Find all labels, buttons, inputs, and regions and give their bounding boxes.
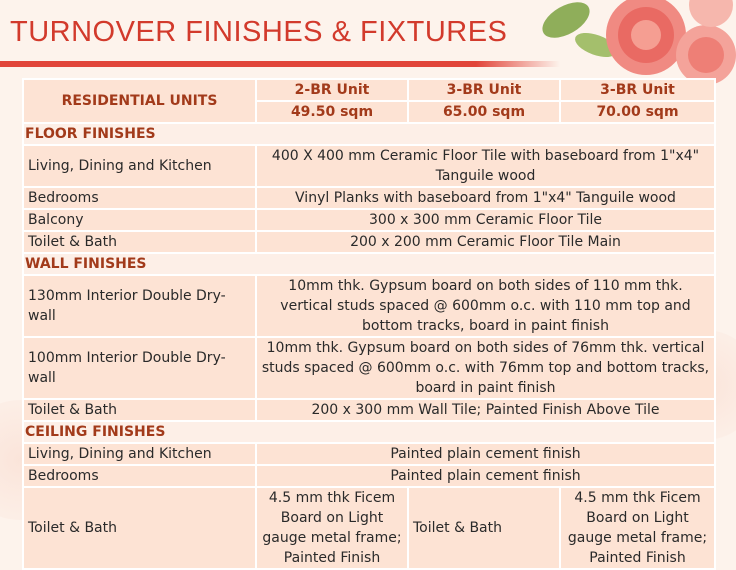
finishes-table	[22, 78, 716, 570]
row-label: Living, Dining and Kitchen	[23, 443, 256, 465]
row-value: 10mm thk. Gypsum board on both sides of 110 mm thk. vertical studs spaced @ 600mm o.c. with 110 mm top and bottom tracks, board in paint finish	[256, 275, 715, 337]
row-label: Toilet & Bath	[23, 399, 256, 421]
row-label: Bedrooms	[23, 187, 256, 209]
table-row	[23, 145, 715, 187]
row-value: 300 x 300 mm Ceramic Floor Tile	[256, 209, 715, 231]
row-label: 100mm Interior Double Dry-wall	[23, 337, 256, 399]
unit-name: 3-BR Unit	[408, 79, 560, 101]
unit-area: 65.00 sqm	[408, 101, 560, 123]
row-value: Vinyl Planks with baseboard from 1"x4" Tanguile wood	[256, 187, 715, 209]
row-value: Painted plain cement finish	[256, 443, 715, 465]
table-row	[23, 209, 715, 231]
row-label: Toilet & Bath	[23, 231, 256, 253]
unit-name: 3-BR Unit	[560, 79, 715, 101]
row-value: Painted plain cement finish	[256, 465, 715, 487]
section-heading-ceiling: CEILING FINISHES	[23, 421, 715, 443]
table-row	[23, 337, 715, 399]
table-row	[23, 465, 715, 487]
row-value: 4.5 mm thk Ficem Board on Light gauge metal frame; Painted Finish	[256, 487, 408, 569]
residential-units-label: RESIDENTIAL UNITS	[23, 79, 256, 123]
row-value: 4.5 mm thk Ficem Board on Light gauge metal frame; Painted Finish	[560, 487, 715, 569]
title-underline	[0, 61, 560, 67]
unit-name: 2-BR Unit	[256, 79, 408, 101]
table-row	[23, 399, 715, 421]
row-label: Living, Dining and Kitchen	[23, 145, 256, 187]
table-row	[23, 275, 715, 337]
row-value: 200 x 300 mm Wall Tile; Painted Finish Above Tile	[256, 399, 715, 421]
row-value: 10mm thk. Gypsum board on both sides of 76mm thk. vertical studs spaced @ 600mm o.c. with 76mm top and bottom tracks, board in paint finish	[256, 337, 715, 399]
row-label: Balcony	[23, 209, 256, 231]
table-row	[23, 187, 715, 209]
row-label: Bedrooms	[23, 465, 256, 487]
table-row	[23, 487, 715, 569]
row-value: 400 X 400 mm Ceramic Floor Tile with baseboard from 1"x4" Tanguile wood	[256, 145, 715, 187]
unit-area: 49.50 sqm	[256, 101, 408, 123]
header-row	[23, 79, 715, 101]
unit-area: 70.00 sqm	[560, 101, 715, 123]
row-value: Toilet & Bath	[408, 487, 560, 569]
row-label: 130mm Interior Double Dry-wall	[23, 275, 256, 337]
section-heading-wall: WALL FINISHES	[23, 253, 715, 275]
page-title: TURNOVER FINISHES & FIXTURES	[10, 16, 508, 48]
section-heading-floor: FLOOR FINISHES	[23, 123, 715, 145]
table-row	[23, 231, 715, 253]
row-value: 200 x 200 mm Ceramic Floor Tile Main	[256, 231, 715, 253]
row-label: Toilet & Bath	[23, 487, 256, 569]
table-row	[23, 443, 715, 465]
